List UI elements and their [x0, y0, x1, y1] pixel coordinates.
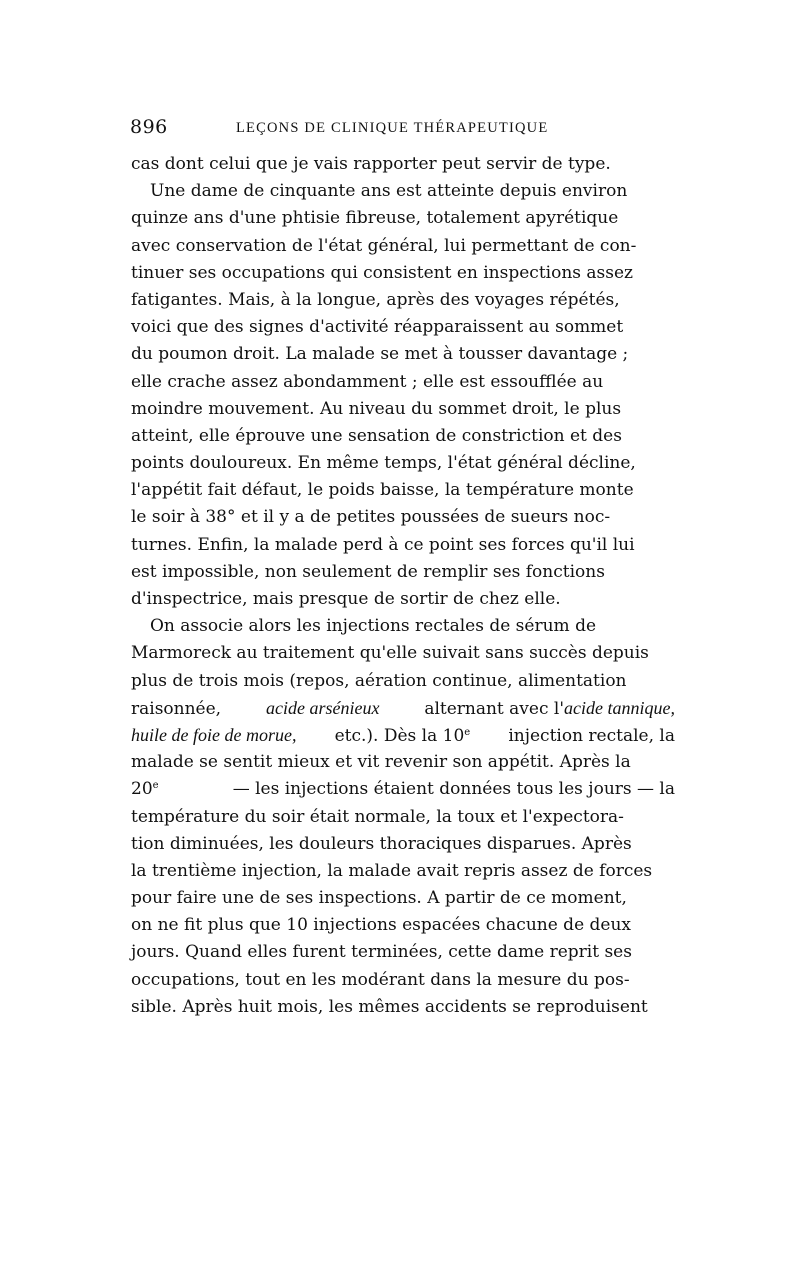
- text-fragment: injection rectale, la: [508, 725, 675, 746]
- text-line: occupations, tout en les modérant dans la mesure du pos-: [131, 969, 630, 990]
- text-line: Une dame de cinquante ans est atteinte depuis environ: [150, 181, 628, 202]
- text-line: sible. Après huit mois, les mêmes accidents se reproduisent: [131, 996, 648, 1017]
- text-line: tinuer ses occupations qui consistent en inspections assez: [131, 262, 633, 283]
- text-fragment: alternant avec l': [424, 698, 565, 719]
- text-line: points douloureux. En même temps, l'état général décline,: [131, 453, 636, 474]
- page-number: 896: [130, 116, 168, 138]
- italic-term: acide arsénieux: [265, 697, 380, 718]
- text-line: pour faire une de ses inspections. A partir de ce moment,: [131, 888, 627, 909]
- text-fragment: 20: [131, 779, 153, 800]
- text-line: quinze ans d'une phtisie fibreuse, totalement apyrétique: [131, 208, 619, 229]
- text-line: On associe alors les injections rectales de sérum de: [150, 616, 597, 637]
- italic-term: acide tannique,: [564, 697, 675, 718]
- text-fragment: raisonnée,: [131, 698, 222, 719]
- text-line: l'appétit fait défaut, le poids baisse, la température monte: [131, 480, 634, 501]
- text-line: est impossible, non seulement de remplir ses fonctions: [131, 561, 605, 582]
- running-head: [130, 116, 676, 142]
- running-head-title: LEÇONS DE CLINIQUE THÉRAPEUTIQUE: [236, 120, 549, 136]
- text-line: voici que des signes d'activité réapparaissent au sommet: [131, 317, 624, 338]
- text-line: [131, 695, 675, 722]
- body-text: [131, 151, 675, 1021]
- superscript: e: [152, 780, 159, 792]
- text-line: plus de trois mois (repos, aération continue, alimentation: [131, 670, 627, 691]
- text-line: [131, 722, 675, 749]
- text-line: [131, 776, 675, 803]
- text-line: d'inspectrice, mais presque de sortir de chez elle.: [131, 589, 561, 609]
- text-line: atteint, elle éprouve une sensation de constriction et des: [131, 425, 622, 446]
- superscript: e: [464, 726, 471, 738]
- text-line: turnes. Enfin, la malade perd à ce point ses forces qu'il lui: [131, 534, 635, 555]
- text-line: du poumon droit. La malade se met à tousser davantage ;: [131, 344, 629, 365]
- text-line: avec conservation de l'état général, lui permettant de con-: [131, 235, 637, 256]
- text-line: malade se sentit mieux et vit revenir son appétit. Après la: [131, 752, 631, 773]
- text-line: tion diminuées, les douleurs thoraciques disparues. Après: [131, 833, 632, 854]
- text-line: fatigantes. Mais, à la longue, après des voyages répétés,: [131, 289, 620, 310]
- text-fragment: — les injections étaient données tous les jours — la: [232, 779, 675, 800]
- text-line: Marmoreck au traitement qu'elle suivait sans succès depuis: [131, 643, 649, 664]
- text-line: jours. Quand elles furent terminées, cette dame reprit ses: [131, 942, 632, 963]
- text-fragment: etc.). Dès la 10: [334, 725, 465, 746]
- text-line: elle crache assez abondamment ; elle est essoufflée au: [131, 371, 604, 392]
- text-line: la trentième injection, la malade avait repris assez de forces: [131, 860, 653, 881]
- italic-term: huile de foie de morue,: [131, 724, 297, 745]
- text-line: température du soir était normale, la toux et l'expectora-: [131, 806, 624, 827]
- text-line: on ne fit plus que 10 injections espacées chacune de deux: [131, 915, 632, 936]
- text-line: le soir à 38° et il y a de petites poussées de sueurs noc-: [131, 507, 611, 528]
- text-line: moindre mouvement. Au niveau du sommet droit, le plus: [131, 398, 622, 419]
- text-line: cas dont celui que je vais rapporter peut servir de type.: [131, 154, 611, 174]
